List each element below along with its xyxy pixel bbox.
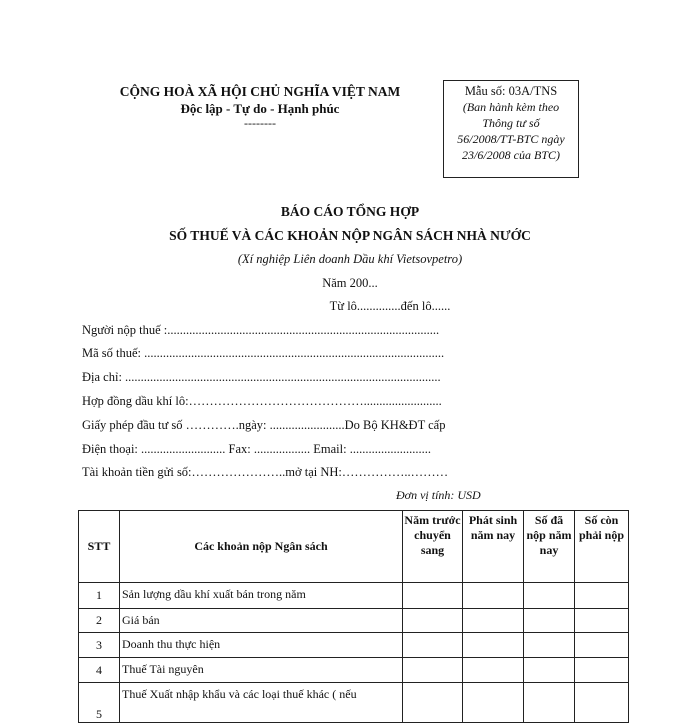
header-separator: -------- bbox=[244, 116, 276, 130]
cell-remaining bbox=[575, 683, 629, 723]
form-note-line: Thông tư số bbox=[482, 116, 540, 130]
field-tax-code: Mã số thuế: ................................................................................................ bbox=[82, 346, 445, 360]
row-stt: 5 bbox=[79, 683, 120, 723]
field-contact: Điện thoại: ........................... Fax: .................. Email: .......................... bbox=[82, 442, 431, 456]
row-stt: 4 bbox=[79, 658, 120, 683]
report-title: BÁO CÁO TỔNG HỢP bbox=[280, 204, 420, 219]
cell-paid bbox=[524, 609, 575, 633]
cell-arising bbox=[463, 633, 524, 658]
row-stt: 1 bbox=[79, 583, 120, 609]
cell-remaining bbox=[575, 609, 629, 633]
cell-remaining bbox=[575, 633, 629, 658]
field-license: Giấy phép đầu tư số ………….ngày: ........................Do Bộ KH&ĐT cấp bbox=[82, 418, 446, 432]
cell-arising bbox=[463, 609, 524, 633]
form-note-line: 23/6/2008 của BTC) bbox=[462, 148, 560, 162]
header-paid: Số đã nộp năm nay bbox=[524, 511, 575, 583]
form-note bbox=[444, 99, 578, 163]
table-header-row bbox=[79, 511, 629, 583]
cell-prev bbox=[403, 633, 463, 658]
cell-prev bbox=[403, 583, 463, 609]
row-label: Giá bán bbox=[120, 609, 403, 633]
cell-paid bbox=[524, 658, 575, 683]
header-remaining: Số còn phải nộp bbox=[575, 511, 629, 583]
row-label: Doanh thu thực hiện bbox=[120, 633, 403, 658]
cell-remaining bbox=[575, 583, 629, 609]
cell-prev bbox=[403, 658, 463, 683]
form-note-line: (Ban hành kèm theo bbox=[462, 100, 560, 114]
report-title-2: SỐ THUẾ VÀ CÁC KHOẢN NỘP NGÂN SÁCH NHÀ NƯỚC bbox=[169, 228, 531, 243]
row-label: Thuế Xuất nhập khẩu và các loại thuế khác ( nếu bbox=[120, 683, 403, 723]
header-items: Các khoản nộp Ngân sách bbox=[120, 511, 403, 583]
table-row bbox=[79, 658, 629, 683]
cell-prev bbox=[403, 609, 463, 633]
form-code-box bbox=[443, 80, 579, 178]
cell-paid bbox=[524, 583, 575, 609]
header-stt: STT bbox=[79, 511, 120, 583]
field-address: Địa chỉ: ..................................................................................................... bbox=[82, 370, 441, 384]
table-row bbox=[79, 609, 629, 633]
report-subtitle: (Xí nghiệp Liên doanh Dầu khí Vietsovpetro) bbox=[237, 252, 463, 266]
table-row bbox=[79, 633, 629, 658]
field-contract: Hợp đồng dầu khí lô:……………………………………......................... bbox=[82, 394, 442, 408]
row-stt: 3 bbox=[79, 633, 120, 658]
block-range: Từ lô..............đến lô...... bbox=[329, 299, 451, 313]
republic-name: CỘNG HOÀ XÃ HỘI CHỦ NGHĨA VIỆT NAM bbox=[119, 84, 401, 99]
header-arising: Phát sinh năm nay bbox=[463, 511, 524, 583]
header-prev-year: Năm trước chuyển sang bbox=[403, 511, 463, 583]
cell-arising bbox=[463, 658, 524, 683]
cell-arising bbox=[463, 583, 524, 609]
header-left bbox=[100, 83, 420, 130]
cell-arising bbox=[463, 683, 524, 723]
row-label: Sản lượng dầu khí xuất bán trong năm bbox=[120, 583, 403, 609]
cell-paid bbox=[524, 683, 575, 723]
form-note-line: 56/2008/TT-BTC ngày bbox=[457, 132, 565, 146]
report-year: Năm 200... bbox=[322, 276, 378, 290]
cell-prev bbox=[403, 683, 463, 723]
cell-paid bbox=[524, 633, 575, 658]
cell-remaining bbox=[575, 658, 629, 683]
form-code: Mẫu số: 03A/TNS bbox=[464, 84, 558, 98]
unit-label: Đơn vị tính: USD bbox=[396, 488, 481, 502]
national-motto: Độc lập - Tự do - Hạnh phúc bbox=[180, 101, 340, 116]
table-row bbox=[79, 583, 629, 609]
field-taxpayer: Người nộp thuế :....................................................................................... bbox=[82, 323, 440, 337]
tax-table bbox=[78, 510, 629, 723]
row-label: Thuế Tài nguyên bbox=[120, 658, 403, 683]
table-row bbox=[79, 683, 629, 723]
row-stt: 2 bbox=[79, 609, 120, 633]
field-bank-account: Tài khoản tiền gửi số:…………………..mở tại NH:……………..……… bbox=[82, 465, 449, 479]
